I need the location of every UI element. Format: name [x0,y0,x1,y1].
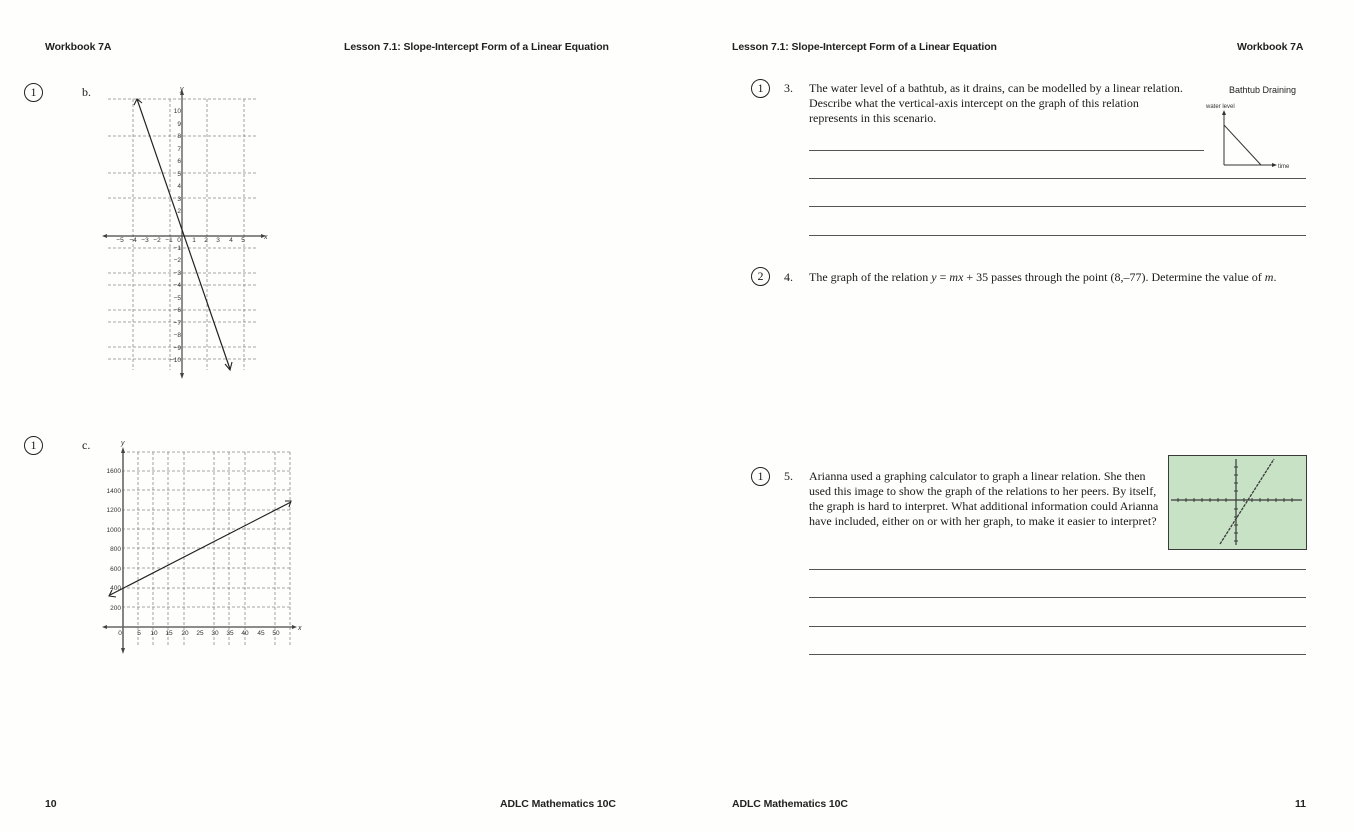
svg-text:−3: −3 [141,237,149,244]
svg-text:4: 4 [177,183,181,190]
graph-c-xticks [118,630,280,637]
svg-text:600: 600 [110,566,121,573]
graph-b-line [137,99,230,369]
answer-line[interactable] [809,206,1306,207]
svg-text:200: 200 [110,605,121,612]
svg-text:8: 8 [177,133,181,140]
svg-text:20: 20 [181,630,189,637]
svg-text:40: 40 [241,630,249,637]
svg-text:−8: −8 [173,332,181,339]
bathtub-graph-title: Bathtub Draining [1229,85,1297,95]
svg-text:−9: −9 [173,345,181,352]
marks-circle: 1 [24,83,43,102]
svg-text:−1: −1 [165,237,173,244]
svg-text:2: 2 [204,237,208,244]
graph-c-grid [122,452,292,646]
answer-line[interactable] [809,150,1204,151]
answer-line[interactable] [809,569,1306,570]
svg-text:−4: −4 [129,237,137,244]
svg-text:−3: −3 [173,270,181,277]
graph-c-ylabel: y [121,440,125,447]
svg-text:5: 5 [137,630,141,637]
marks-circle: 1 [751,79,770,98]
answer-line[interactable] [809,178,1306,179]
svg-text:9: 9 [177,121,181,128]
graph-b [100,82,275,382]
svg-text:1600: 1600 [106,468,121,475]
graph-c-axes [105,450,294,650]
svg-text:−10: −10 [169,357,181,364]
svg-text:−2: −2 [173,257,181,264]
question-number: 3. [784,81,793,95]
svg-text:5: 5 [241,237,245,244]
svg-text:1400: 1400 [106,488,121,495]
left-page-number: 10 [45,798,57,810]
svg-text:−2: −2 [153,237,161,244]
graph-b-xlabel: x [264,234,268,241]
calculator-ticks [1178,467,1292,541]
calculator-graph [1168,455,1307,550]
bathtub-draining-graph [1200,82,1310,172]
graph-b-xticks [116,237,245,244]
answer-line[interactable] [809,235,1306,236]
svg-text:15: 15 [165,630,173,637]
svg-text:−1: −1 [173,245,181,252]
svg-text:50: 50 [272,630,280,637]
graph-c [98,435,308,660]
answer-line[interactable] [809,597,1306,598]
graph-c-xlabel: x [298,625,302,632]
question-number: 4. [784,270,793,284]
calculator-line [1220,459,1274,544]
svg-text:800: 800 [110,546,121,553]
svg-text:400: 400 [110,585,121,592]
left-footer-course: ADLC Mathematics 10C [500,798,616,810]
svg-text:10: 10 [173,108,181,115]
svg-text:2: 2 [177,208,181,215]
svg-text:−7: −7 [173,320,181,327]
graph-c-line [110,502,291,595]
svg-text:1200: 1200 [106,507,121,514]
question-4-text: The graph of the relation y = mx + 35 passes through the point (8,–77). Determine the value of m. [809,270,1277,284]
svg-text:45: 45 [257,630,265,637]
svg-text:5: 5 [177,171,181,178]
svg-text:−4: −4 [173,282,181,289]
answer-line[interactable] [809,626,1306,627]
svg-text:−6: −6 [173,307,181,314]
marks-circle: 1 [24,436,43,455]
graph-b-ylabel: y [180,86,184,93]
svg-text:25: 25 [196,630,204,637]
right-page-number: 11 [1295,798,1306,810]
svg-text:1: 1 [192,237,196,244]
svg-text:30: 30 [211,630,219,637]
svg-text:3: 3 [216,237,220,244]
svg-text:35: 35 [226,630,234,637]
bathtub-graph-xlabel: time [1278,164,1290,170]
answer-line[interactable] [809,654,1306,655]
marks-circle: 1 [751,467,770,486]
svg-text:3: 3 [177,196,181,203]
svg-text:0: 0 [118,630,122,637]
question-3-text: The water level of a bathtub, as it drains, can be modelled by a linear relation. Describe what the vertical-axis intercept on the graph of this relation represents in this scenario. [809,81,1183,125]
svg-text:4: 4 [229,237,233,244]
svg-text:6: 6 [177,158,181,165]
calculator-screen [1168,455,1307,550]
right-header-lesson: Lesson 7.1: Slope-Intercept Form of a Linear Equation [732,41,997,53]
svg-text:−5: −5 [173,295,181,302]
left-header-lesson: Lesson 7.1: Slope-Intercept Form of a Linear Equation [344,41,609,53]
svg-text:10: 10 [150,630,158,637]
item-label-c: c. [82,438,91,452]
question-number: 5. [784,469,793,483]
right-header-workbook: Workbook 7A [1237,41,1304,53]
left-header-workbook: Workbook 7A [45,41,112,53]
question-5-text: Arianna used a graphing calculator to graph a linear relation. She then used this image to show the graph of the relations to her peers. By itself, the graph is hard to interpret. What additional information could Arianna have included, either on or with her graph, to make it easier to interpret? [809,469,1159,528]
svg-text:−5: −5 [116,237,124,244]
bathtub-graph-ylabel: water level [1206,104,1235,110]
marks-circle: 2 [751,267,770,286]
item-label-b: b. [82,85,91,99]
svg-text:0: 0 [177,237,181,244]
svg-text:7: 7 [177,146,181,153]
svg-text:1000: 1000 [106,527,121,534]
right-footer-course: ADLC Mathematics 10C [732,798,848,810]
